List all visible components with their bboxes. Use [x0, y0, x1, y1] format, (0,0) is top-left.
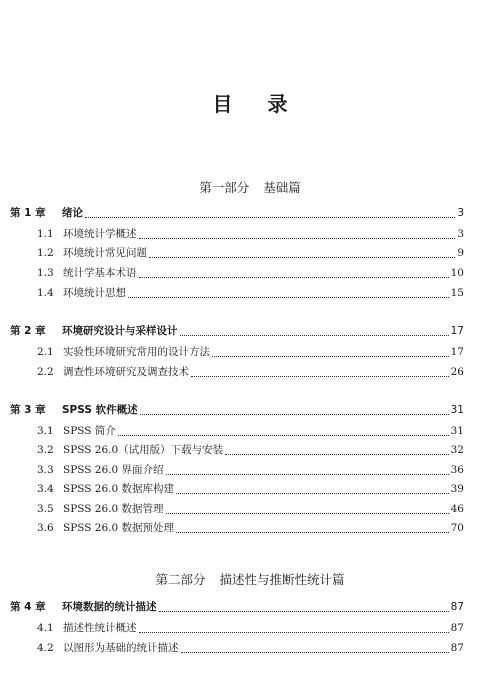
page-number: 36 — [450, 464, 464, 476]
page-number: 10 — [450, 267, 464, 279]
toc-section-2-1[interactable] — [37, 344, 464, 360]
dot-leader — [166, 471, 449, 475]
dot-leader — [140, 411, 449, 415]
dot-leader — [176, 529, 449, 533]
page-title: 目 录 — [212, 92, 302, 116]
section-title: SPSS 26.0 数据预处理 — [63, 522, 175, 534]
section-title: 调查性环境研究及调查技术 — [63, 366, 189, 378]
section-title: SPSS 简介 — [63, 425, 116, 437]
toc-section-3-2[interactable] — [37, 442, 464, 458]
section-title: 环境统计常见问题 — [63, 247, 147, 259]
dot-leader — [181, 649, 449, 653]
section-number: 3.2 — [37, 444, 54, 456]
page-number: 46 — [450, 503, 464, 515]
page-number: 15 — [450, 287, 464, 299]
toc-section-3-4[interactable] — [37, 481, 464, 497]
page-number: 31 — [450, 404, 464, 416]
chapter-number: 第 4 章 — [10, 601, 46, 613]
part-name: 描述性与推断性统计篇 — [219, 572, 345, 587]
chapter-title: SPSS 软件概述 — [62, 404, 138, 416]
dot-leader — [139, 274, 449, 278]
page-number: 31 — [450, 425, 464, 437]
chapter-title: 环境数据的统计描述 — [62, 601, 157, 613]
toc-section-1-4[interactable] — [37, 285, 464, 301]
page-number: 26 — [450, 366, 464, 378]
toc-section-3-3[interactable] — [37, 462, 464, 478]
dot-leader — [128, 294, 449, 298]
page-number: 17 — [450, 325, 464, 337]
section-title: 环境统计思想 — [63, 287, 126, 299]
page-number: 9 — [457, 247, 464, 259]
chapter-number: 第 1 章 — [10, 207, 46, 219]
section-title: 以图形为基础的统计描述 — [63, 642, 179, 654]
dot-leader — [180, 332, 449, 336]
section-title: 描述性统计概述 — [63, 622, 137, 634]
section-title: 统计学基本术语 — [63, 267, 137, 279]
part-number: 第二部分 — [155, 572, 206, 587]
dot-leader — [85, 214, 455, 218]
dot-leader — [159, 608, 449, 612]
chapter-title: 绪论 — [62, 207, 83, 219]
toc-section-2-2[interactable] — [37, 364, 464, 380]
toc-section-3-1[interactable] — [37, 423, 464, 439]
section-title: SPSS 26.0（试用版）下载与安装 — [63, 444, 224, 456]
toc-section-1-2[interactable] — [37, 245, 464, 261]
part-number: 第一部分 — [199, 180, 250, 195]
dot-leader — [191, 373, 449, 377]
page-number: 87 — [450, 622, 464, 634]
section-number: 4.2 — [37, 642, 54, 654]
dot-leader — [212, 353, 449, 357]
toc-chapter-2[interactable] — [10, 323, 464, 339]
section-number: 3.5 — [37, 503, 54, 515]
section-title: SPSS 26.0 界面介绍 — [63, 464, 164, 476]
section-title: 环境统计学概述 — [63, 228, 137, 240]
toc-chapter-4[interactable] — [10, 599, 464, 615]
section-number: 4.1 — [37, 622, 54, 634]
page-number: 87 — [450, 642, 464, 654]
part-heading-1 — [0, 178, 500, 196]
page-number: 3 — [457, 207, 464, 219]
dot-leader — [166, 510, 449, 514]
dot-leader — [149, 254, 455, 258]
dot-leader — [139, 235, 456, 239]
toc-section-3-5[interactable] — [37, 501, 464, 517]
section-number: 3.4 — [37, 483, 54, 495]
page-number: 70 — [450, 522, 464, 534]
page-number: 3 — [457, 228, 464, 240]
section-number: 2.1 — [37, 346, 54, 358]
section-number: 1.3 — [37, 267, 54, 279]
section-number: 1.4 — [37, 287, 54, 299]
chapter-title: 环境研究设计与采样设计 — [62, 325, 178, 337]
dot-leader — [118, 432, 449, 436]
part-heading-2 — [0, 570, 500, 588]
toc-chapter-3[interactable] — [10, 402, 464, 418]
section-number: 3.1 — [37, 425, 54, 437]
chapter-number: 第 3 章 — [10, 404, 46, 416]
toc-section-1-3[interactable] — [37, 265, 464, 281]
section-number: 2.2 — [37, 366, 54, 378]
section-title: 实验性环境研究常用的设计方法 — [63, 346, 210, 358]
page-number: 32 — [450, 444, 464, 456]
dot-leader — [225, 451, 448, 455]
section-number: 3.6 — [37, 522, 54, 534]
toc-section-3-6[interactable] — [37, 520, 464, 536]
section-number: 1.2 — [37, 247, 54, 259]
toc-chapter-1[interactable] — [10, 205, 464, 221]
section-number: 3.3 — [37, 464, 54, 476]
toc-section-4-2[interactable] — [37, 640, 464, 656]
section-title: SPSS 26.0 数据管理 — [63, 503, 164, 515]
section-number: 1.1 — [37, 228, 54, 240]
toc-section-4-1[interactable] — [37, 620, 464, 636]
page-number: 39 — [450, 483, 464, 495]
dot-leader — [139, 629, 449, 633]
part-name: 基础篇 — [263, 180, 301, 195]
toc-section-1-1[interactable] — [37, 226, 464, 242]
page-number: 87 — [450, 601, 464, 613]
dot-leader — [176, 490, 449, 494]
page-number: 17 — [450, 346, 464, 358]
section-title: SPSS 26.0 数据库构建 — [63, 483, 175, 495]
chapter-number: 第 2 章 — [10, 325, 46, 337]
